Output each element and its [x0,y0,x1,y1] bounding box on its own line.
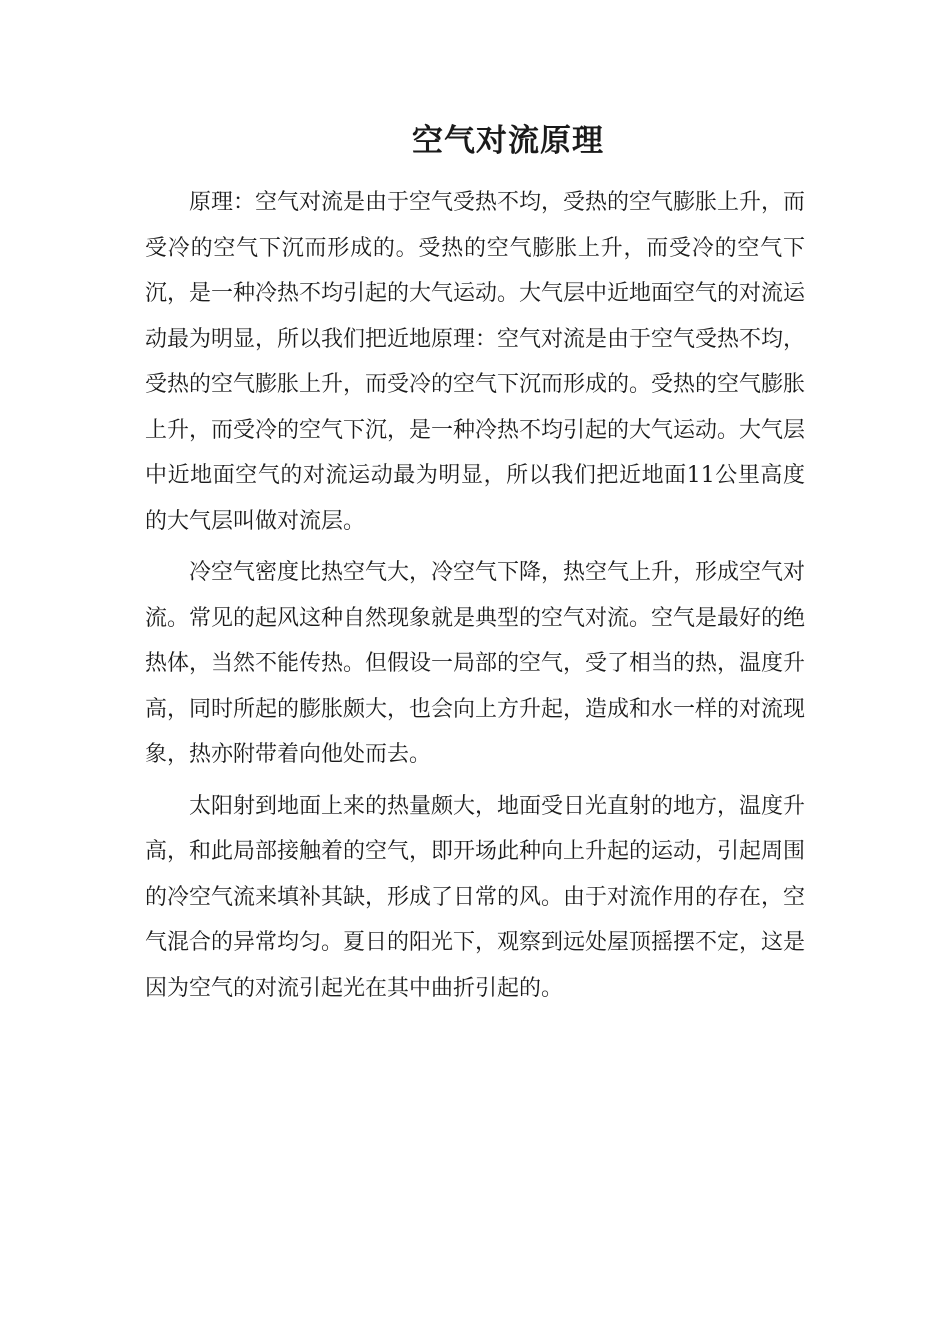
paragraph-sun-heat: 太阳射到地面上来的热量颇大，地面受日光直射的地方，温度升高，和此局部接触着的空气，即开场此种向上升起的运动，引起周围的冷空气流来填补其缺，形成了日常的风。由于对流作用的存在，空气混合的异常均匀。夏日的阳光下，观察到远处屋顶摇摆不定，这是因为空气的对流引起光在其中曲折引起的。 [145,793,806,1001]
document-body [145,180,805,1017]
paragraph-density: 冷空气密度比热空气大，冷空气下降，热空气上升，形成空气对流。常见的起风这种自然现象就是典型的空气对流。空气是最好的绝热体，当然不能传热。但假设一局部的空气，受了相当的热，温度升高，同时所起的膨胀颇大，也会向上方升起，造成和水一样的对流现象，热亦附带着向他处而去。 [145,560,806,767]
paragraph-principle: 原理：空气对流是由于空气受热不均，受热的空气膨胀上升，而受冷的空气下沉而形成的。受热的空气膨胀上升，而受冷的空气下沉，是一种冷热不均引起的大气运动。大气层中近地面空气的对流运动最为明显，所以我们把近地原理：空气对流是由于空气受热不均，受热的空气膨胀上升，而受冷的空气下沉而形成的。受热的空气膨胀上升，而受冷的空气下沉，是一种冷热不均引起的大气运动。大气层中近地面空气的对流运动最为明显，所以我们把近地面11公里高度的大气层叫做对流层。 [145,190,806,534]
page-title: 空气对流原理 [412,123,604,159]
